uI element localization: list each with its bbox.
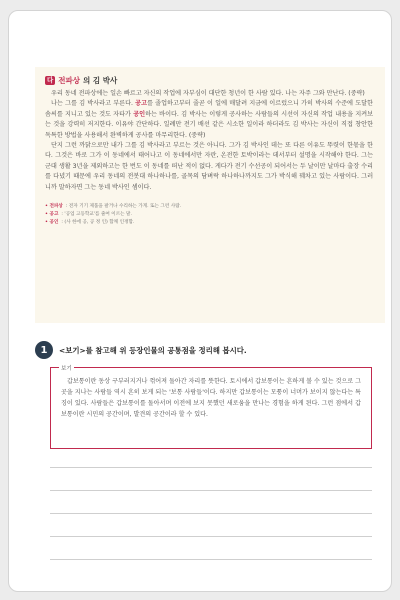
passage-paragraph-3 [45, 141, 373, 193]
answer-line[interactable] [50, 513, 372, 514]
passage-badge: 다 [47, 76, 54, 85]
example-box [50, 367, 372, 449]
vocab-definition: : (사 한에 공, 공 정 인) 함께 인정함. [61, 220, 135, 226]
answer-line[interactable] [50, 467, 372, 468]
text-segment: 를 졸업하고부터 줄곧 이 일에 매달려 지금에 이르렀으니 가히 박사의 수준에 도달한 솜씨를 지니고 있는 것도 자타가 [45, 100, 373, 118]
passage-paragraph-1 [45, 89, 373, 99]
passage-title-rest: 의 김 박사 [83, 76, 118, 85]
vocab-note [45, 219, 373, 227]
passage-title [45, 75, 373, 86]
answer-line[interactable] [50, 490, 372, 491]
vocab-definition: : 전자 기기 제품을 팔거나 수리하는 가게. 또는 그런 사람. [65, 204, 182, 210]
text-segment: 단지 그런 까닭으로만 내가 그를 김 박사라고 부르는 것은 아니다. 그가 김 박사인 데는 또 다른 이유도 뚜렷이 한몫을 한다. 그것은 바로 그가 이 동네에서 태어나고 이 동네에서만 자란, 온전한 토박이라는 데서부터 설명을 시작해야 한다. 그는 군대 생활 3년을 제외하고는 한 번도 이 동네를 떠난 적이 없다. 게다가 전기 수선공이 되어서는 두 날이만 날마다 출장 수리를 다녔기 때문에 우리 동네의 전봇대 하나하나를, 골목의 담벼락 하나하나까지도 그가 박식해 꿰차고 있는 사람이다. 그러니까 말하자면 그는 동네 박사인 셈이다. [45, 142, 373, 191]
reading-passage [35, 67, 385, 323]
question-prompt: <보기>를 참고해 위 등장인물의 공통점을 정리해 봅시다. [59, 345, 247, 355]
question-number: 1 [35, 341, 53, 359]
answer-line[interactable] [50, 536, 372, 537]
example-text: 갑보통이란 동상 구부러지거나 꺾어져 돌아간 자리를 뜻한다. 토시에서 갑보통이는 흔하게 볼 수 있는 것으로 그곳을 지나는 사람들 역시 흔히 보게 되는 '보통 사람들'이다. 하지만 갑보통이는 모퉁이 너머가 보이지 않는다는 특징이 있다. 사람들은 갑보통이를 돌아서며 이전에 보지 못했던 새로움을 만나는 경험을 하게 된다. 그런 점에서 갑보통이란 시민의 공간이며, 발견의 공간이라 할 수 있다. [61, 378, 361, 418]
vocab-definition: : '공업 고등학교'를 줄여 이르는 말. [61, 212, 132, 218]
text-segment: 우리 동네 전파상에는 일손 빠르고 자신의 작업에 자부심이 대단한 청년이 한 사람 있다. 나는 자주 그와 만난다. (중략) [51, 90, 365, 97]
text-segment: 나는 그를 김 박사라고 부른다. [51, 100, 136, 108]
textbook-page [8, 10, 392, 592]
vocab-term: • 전파상 [45, 204, 63, 210]
passage-title-accent: 전파상 [58, 76, 81, 85]
example-label: 보기 [61, 366, 72, 372]
vocab-note [45, 203, 373, 211]
highlighted-term: 공고 [135, 100, 148, 108]
vocab-term: • 공고 [45, 212, 59, 218]
highlighted-term: 공인 [133, 110, 146, 118]
vocab-term: • 공인 [45, 220, 59, 226]
vocabulary-notes [45, 203, 373, 227]
vocab-note [45, 211, 373, 219]
passage-paragraph-2 [45, 99, 373, 141]
answer-line[interactable] [50, 559, 372, 560]
text-segment: 하는 바이다. 김 박사는 이렇게 공사하는 사람들의 시선이 자신의 작업 내용을 지켜보는 것을 강력히 저지한다. 이유야 간단하다. 일례만 전기 배선 같은 시소한 일이라 하더라도 김 박사는 자신이 직접 창안한 독특한 방법을 사용해서 완벽하게 공사를 마무리한다. (중략) [45, 110, 374, 139]
question-1 [35, 341, 385, 359]
